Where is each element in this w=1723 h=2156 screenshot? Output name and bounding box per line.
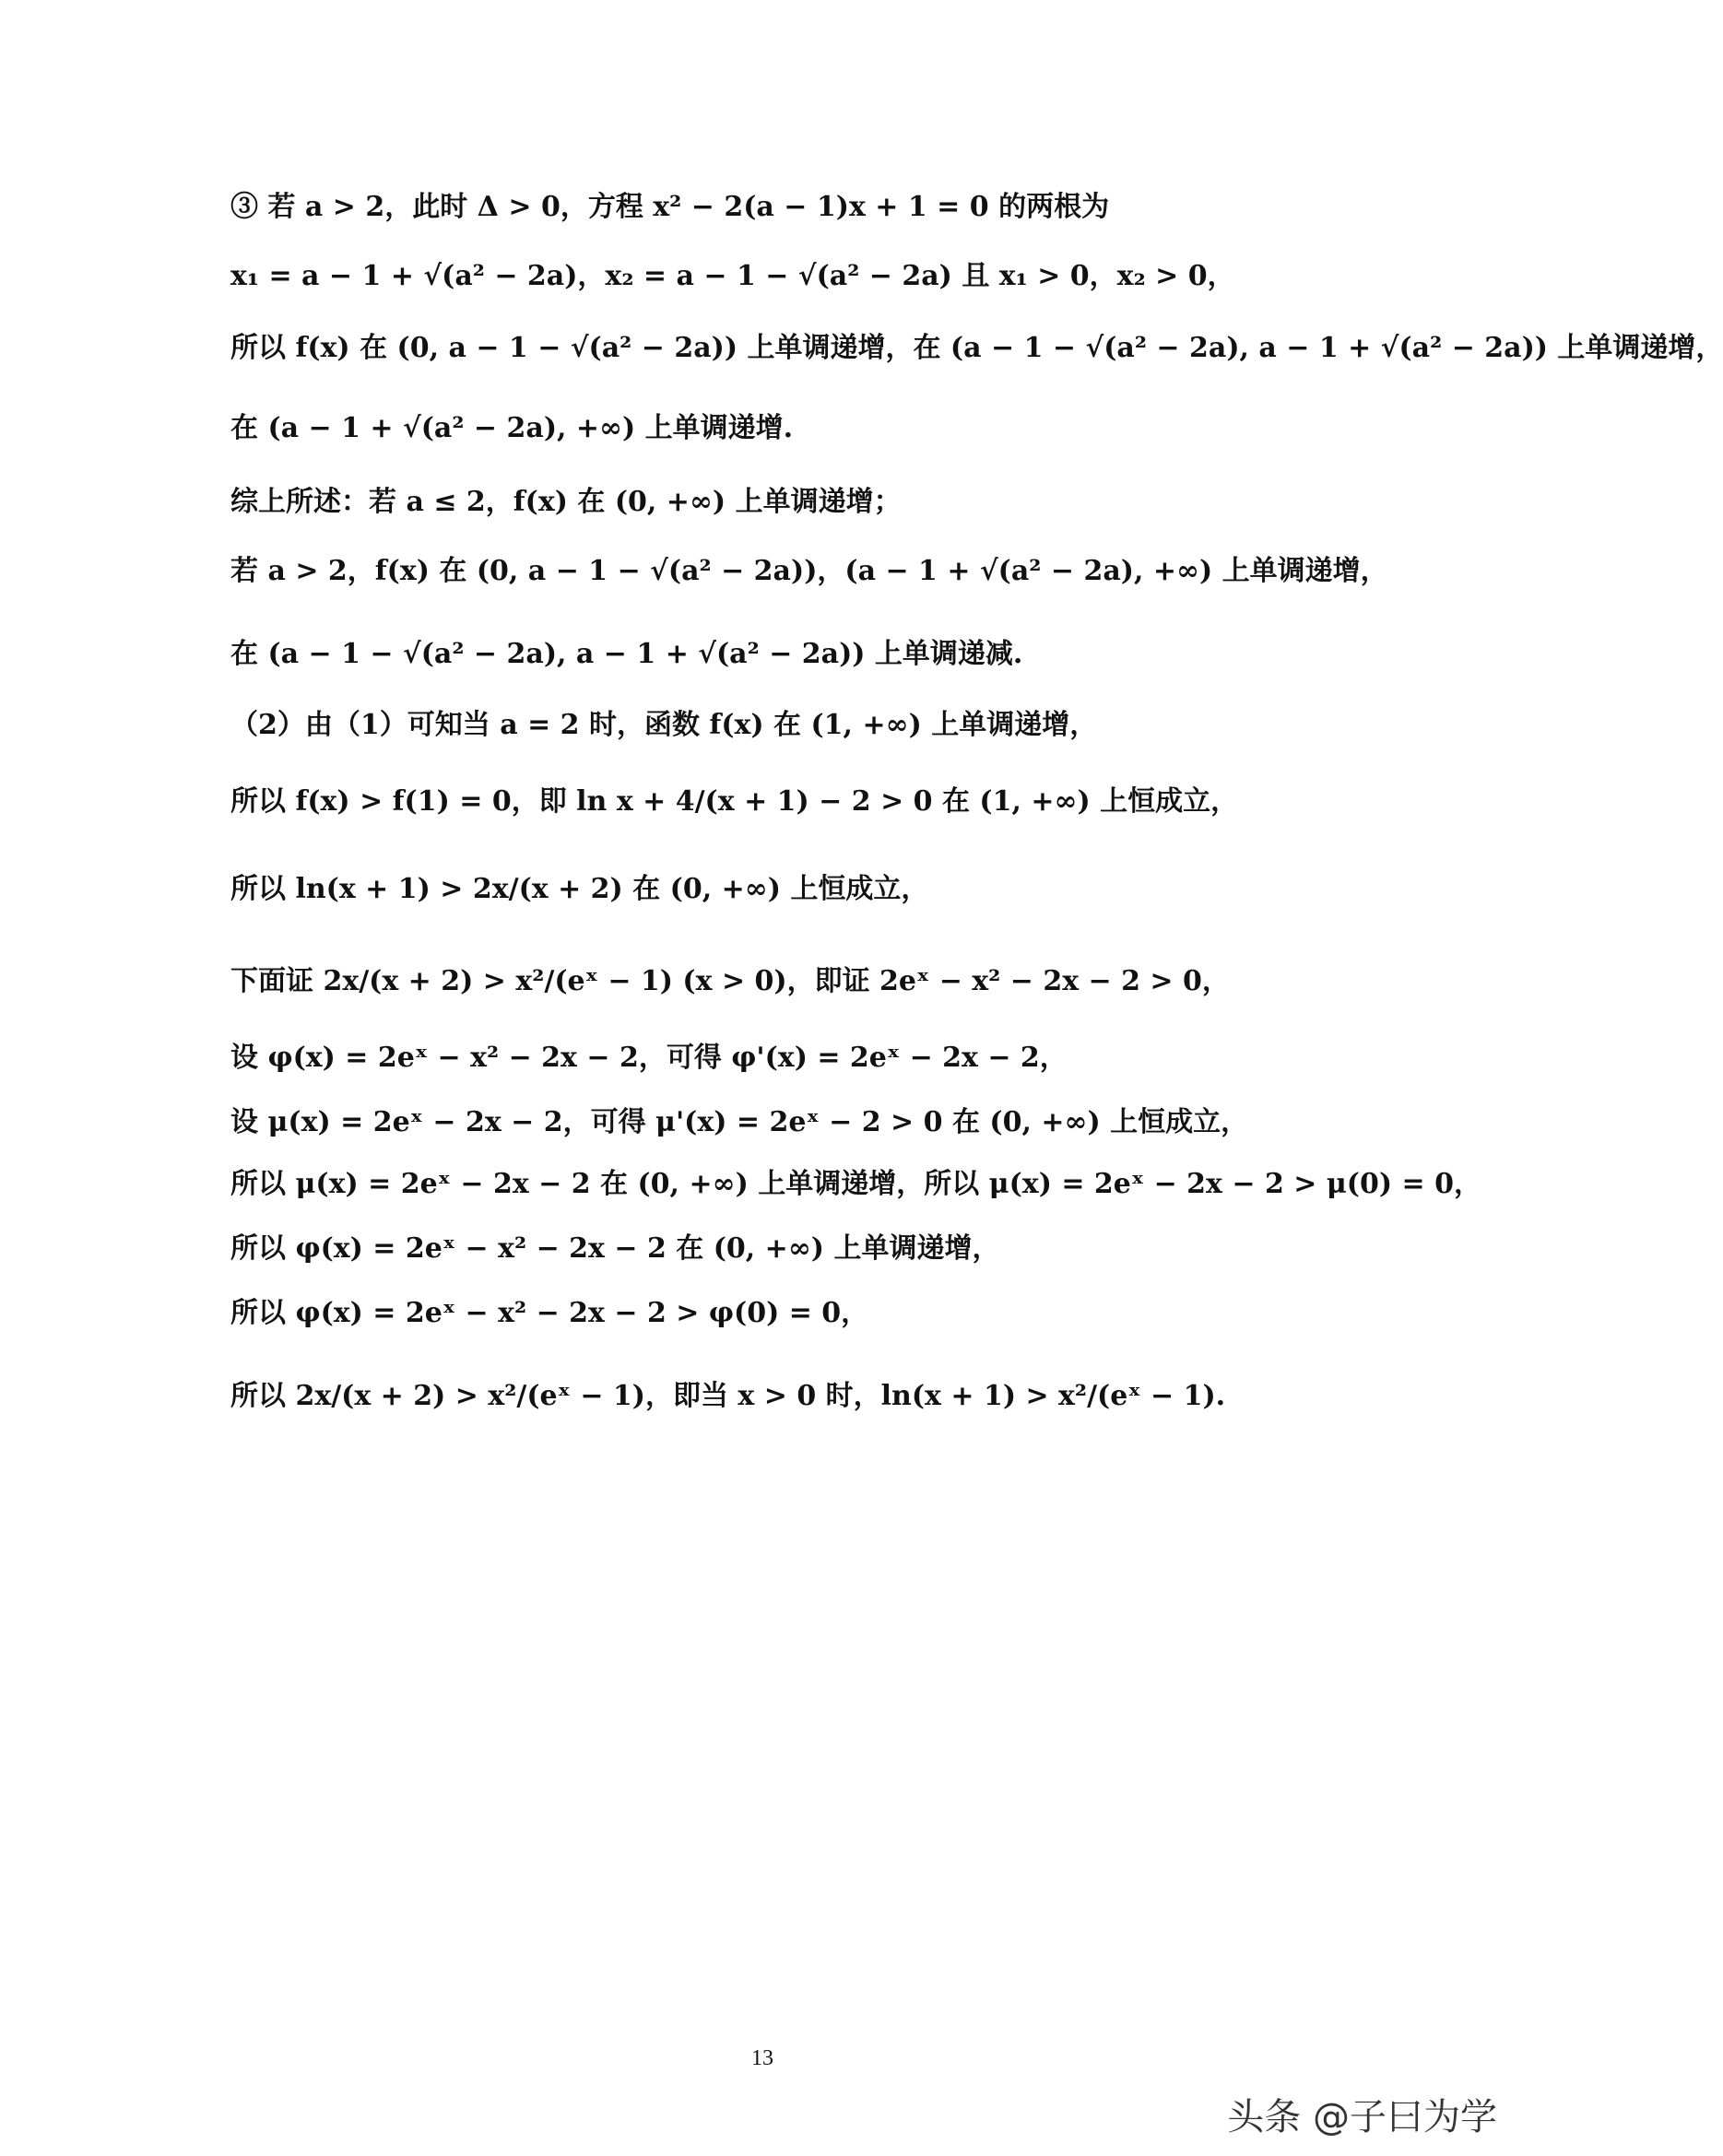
text-line: 所以 2x/(x + 2) > x²/(eˣ − 1)，即当 x > 0 时，ln(x + 1) > x²/(eˣ − 1). xyxy=(230,1380,1226,1412)
text-line: 所以 ln(x + 1) > 2x/(x + 2) 在 (0, +∞) 上恒成立， xyxy=(230,873,929,905)
text-line: 设 φ(x) = 2eˣ − x² − 2x − 2，可得 φ'(x) = 2eˣ − 2x − 2， xyxy=(230,1042,1068,1074)
text-line: 若 a > 2，f(x) 在 (0, a − 1 − √(a² − 2a))，(a − 1 + √(a² − 2a), +∞) 上单调递增， xyxy=(230,555,1388,587)
text-line: 在 (a − 1 − √(a² − 2a), a − 1 + √(a² − 2a)) 上单调递减. xyxy=(230,638,1023,670)
text-line: x₁ = a − 1 + √(a² − 2a)，x₂ = a − 1 − √(a² − 2a) 且 x₁ > 0，x₂ > 0， xyxy=(230,260,1235,292)
text-line: 所以 μ(x) = 2eˣ − 2x − 2 在 (0, +∞) 上单调递增，所以 μ(x) = 2eˣ − 2x − 2 > μ(0) = 0， xyxy=(230,1168,1481,1200)
text-line: 所以 φ(x) = 2eˣ − x² − 2x − 2 在 (0, +∞) 上单调递增， xyxy=(230,1232,1000,1265)
text-line: 所以 f(x) 在 (0, a − 1 − √(a² − 2a)) 上单调递增，在 (a − 1 − √(a² − 2a), a − 1 + √(a² − 2a)) 上单调递增， xyxy=(230,332,1723,364)
text-line: 所以 f(x) > f(1) = 0，即 ln x + 4/(x + 1) − 2 > 0 在 (1, +∞) 上恒成立， xyxy=(230,785,1239,818)
text-line: （2）由（1）可知当 a = 2 时，函数 f(x) 在 (1, +∞) 上单调递增， xyxy=(230,709,1098,741)
text-line: 在 (a − 1 + √(a² − 2a), +∞) 上单调递增. xyxy=(230,412,794,444)
text-line: ③ 若 a > 2，此时 Δ > 0，方程 x² − 2(a − 1)x + 1 = 0 的两根为 xyxy=(230,191,1110,223)
page-number: 13 xyxy=(751,2046,773,2070)
watermark: 头条 @子曰为学 xyxy=(1227,2096,1497,2138)
text-line: 所以 φ(x) = 2eˣ − x² − 2x − 2 > φ(0) = 0， xyxy=(230,1297,869,1329)
text-line: 综上所述：若 a ≤ 2，f(x) 在 (0, +∞) 上单调递增； xyxy=(230,486,902,518)
text-line: 设 μ(x) = 2eˣ − 2x − 2，可得 μ'(x) = 2eˣ − 2 > 0 在 (0, +∞) 上恒成立， xyxy=(230,1106,1249,1138)
text-line: 下面证 2x/(x + 2) > x²/(eˣ − 1) (x > 0)，即证 2eˣ − x² − 2x − 2 > 0， xyxy=(230,965,1230,997)
